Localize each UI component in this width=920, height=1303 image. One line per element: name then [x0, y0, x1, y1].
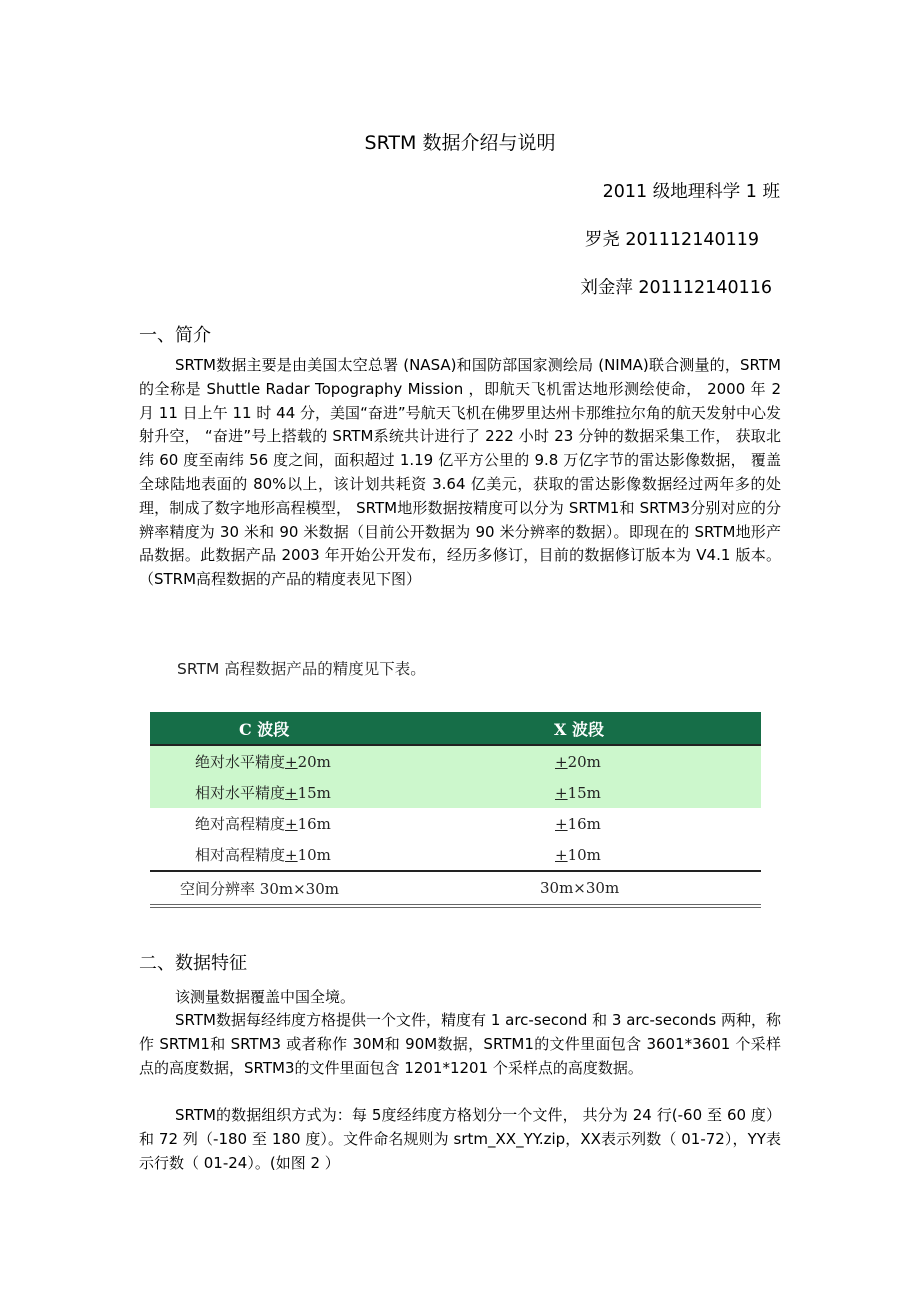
author-line-2: 刘金萍 201112140116 — [580, 278, 772, 298]
section1-paragraph: SRTM数据主要是由美国太空总署 (NASA)和国防部国家测绘局 (NIMA)联合测量的，SRTM的全称是 Shuttle Radar Topography Mission ，即航天飞机雷达地形测绘使命， 2000 年 2 月 11 日上午 11 时 44 分，美国“奋进”号航天飞机在佛罗里达州卡那维拉尔角的航天发射中心发射升空， “奋进”号上搭载的 SRTM系统共计进行了 222 小时 23 分钟的数据采集工作， 获取北纬 60 度至南纬 56 度之间，面积超过 1.19 亿平方公里的 9.8 万亿字节的雷达影像数据， 覆盖全球陆地表面的 80%以上，该计划共耗资 3.64 亿美元，获取的雷达影像数据经过两年多的处理，制成了数字地形高程模型， SRTM地形数据按精度可以分为 SRTM1和 SRTM3分别对应的分辨率精度为 30 米和 90 米数据（目前公开数据为 90 米分辨率的数据）。即现在的 SRTM地形产品数据。此数据产品 2003 年开始公开发布，经历多修订，目前的数据修订版本为 V4.1 版本。（STRM高程数据的产品的精度表见下图） — [139, 356, 781, 589]
table-row: 相对高程精度+10m +10m — [195, 845, 601, 864]
header-c-band: C 波段 — [239, 719, 290, 739]
section1-heading: 一、简介 — [139, 325, 211, 346]
table-row-resolution: 空间分辨率 30m×30m 30m×30m — [180, 879, 620, 898]
table-row: 绝对水平精度+20m +20m — [150, 746, 761, 777]
section2-paragraph-3: SRTM的数据组织方式为：每 5度经纬度方格划分一个文件， 共分为 24 行(-60 至 60 度）和 72 列（-180 至 180 度）。文件命名规则为 srtm_XX_YY.zip，XX表示列数（ 01-72），YY表示行数（ 01-24）。(如图 2 ） — [139, 1106, 781, 1172]
header-x-band: X 波段 — [554, 719, 604, 739]
table-row: 绝对高程精度+16m +16m — [195, 814, 601, 833]
class-line: 2011 级地理科学 1 班 — [602, 182, 780, 202]
table-header — [150, 712, 761, 744]
section2-paragraph-2: SRTM数据每经纬度方格提供一个文件，精度有 1 arc-second 和 3 arc-seconds 两种，称作 SRTM1和 SRTM3 或者称作 30M和 90M数据，SRTM1的文件里面包含 3601*3601 个采样点的高度数据，SRTM3的文件里面包含 1201*1201 个采样点的高度数据。 — [139, 1011, 781, 1077]
author-line-1: 罗尧 201112140119 — [584, 230, 759, 250]
section2-heading: 二、数据特征 — [139, 953, 247, 974]
table-row: 相对水平精度+15m +15m — [150, 777, 761, 808]
document-title: SRTM 数据介绍与说明 — [364, 132, 556, 154]
precision-table — [150, 712, 761, 908]
section2-paragraph-1: 该测量数据覆盖中国全境。 — [175, 988, 356, 1006]
table-caption: SRTM 高程数据产品的精度见下表。 — [177, 660, 426, 678]
